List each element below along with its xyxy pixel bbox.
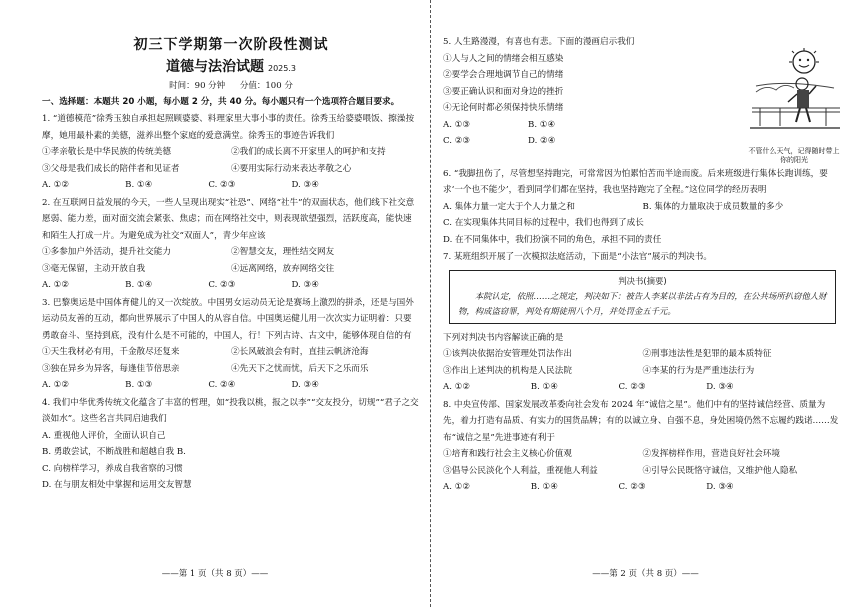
cartoon-figure — [746, 48, 842, 165]
statement-4: ④先天下之忧而忧，后天下之乐而乐 — [231, 363, 369, 374]
statement-3: ③要正确认识和面对身边的挫折 — [443, 86, 564, 97]
statement-2: ②要学会合理地调节自己的情绪 — [443, 70, 564, 80]
choice-a: A. ①② — [443, 382, 471, 392]
choice-b: B. ①④ — [528, 119, 556, 130]
statement-3: ③毫无保留，主动开放自我 — [42, 263, 146, 274]
choice-a: A. ①② — [42, 380, 70, 390]
answer-row — [443, 117, 613, 134]
choice-d: D. ③④ — [291, 180, 319, 190]
statement-1: ①多参加户外活动，提升社交能力 — [42, 247, 171, 257]
choice-c: C. ②④ — [208, 380, 236, 390]
statement-2: ②我们的成长离不开家里人的呵护和支持 — [231, 147, 386, 157]
option-row — [443, 346, 842, 363]
question-stem: 1. “道德模范”徐秀玉独自承担起照顾婆婆、料理家里大事小事的责任。徐秀玉给婆婆喂饭、擦澡按摩，她用最朴素的美德，滋养出整个家庭的爱意满堂。徐秀玉的事迹告诉我们 — [42, 114, 415, 141]
exam-time: 时间：90 分钟 — [169, 81, 226, 91]
option-row — [42, 144, 420, 161]
statement-3: ③独在异乡为异客，每逢佳节倍思亲 — [42, 363, 180, 374]
statement-4: ④远离网络，放弃网络交往 — [231, 263, 335, 274]
cartoon-caption: 不管什么天气，记得随时带上你的阳光 — [748, 146, 840, 164]
statement-4: ④无论何时都必须保持快乐情绪 — [443, 103, 564, 113]
exam-date: 2025.3 — [268, 64, 296, 73]
question-6 — [443, 166, 842, 249]
sunny-boy-cartoon-icon — [746, 48, 842, 140]
option-row — [42, 361, 420, 378]
option-row — [443, 199, 842, 216]
option-row — [42, 261, 420, 278]
choice-d: D. 在与朋友相处中掌握和运用交友智慧 — [42, 480, 192, 490]
choice-b: B. ①④ — [125, 280, 153, 290]
choice-a: A. 重视他人评价，全面认识自己 — [42, 430, 166, 441]
question-stem: 2. 在互联网日益发展的今天，一些人呈现出现实“社恐”、网络“社牛”的双面状态，他们线下社交意愿弱、能力差，面对面交流会紧张、焦虑；而在网络社交中，则表现欲望强烈，活跃度高，能快速和陌生人打成一片。为避免成为社交“双面人”，青少年应该 — [42, 197, 415, 241]
choice-b: B. ①③ — [125, 380, 153, 390]
choice-c: C. 在实现集体共同目标的过程中，我们也得到了成长 — [443, 218, 644, 228]
question-stem: 5. 人生路漫漫，有喜也有悲。下面的漫画启示我们 — [443, 37, 635, 47]
choice-d: D. 在不同集体中，我们扮演不同的角色，承担不同的责任 — [443, 234, 662, 245]
option-row — [443, 363, 842, 380]
question-stem: 4. 我们中华优秀传统文化蕴含了丰富的哲理，如“投我以桃，报之以李”“交友投分，切规”“君子之交淡如水”。这些名言共同启迪我们 — [42, 397, 419, 424]
question-7 — [443, 249, 842, 396]
choice-b: B. 勇敢尝试，不断战胜和超越自我 B. — [42, 447, 186, 457]
page-footer: ——第 1 页（共 8 页）—— — [161, 569, 269, 579]
choice-c: C. ②③ — [618, 382, 646, 392]
question-stem: 3. 巴黎奥运是中国体育健儿的又一次绽放。中国男女运动员无论是赛场上激烈的拼杀，还是与国外运动员友善的互动，都向世界展示了中国人的从容自信。中国奥运健儿用一次次实力证明着：只要勇敢奋斗、坚持到底，没有什么是不可能的，中国人，行！下列古诗、古文中，能够体现自信的有 — [42, 297, 414, 341]
option-row — [443, 446, 842, 463]
statement-1: ①人与人之间的情绪会相互感染 — [443, 53, 564, 64]
choice-a: A. ①② — [42, 180, 70, 190]
exam-score: 分值：100 分 — [239, 81, 293, 91]
answer-row — [42, 277, 420, 294]
statement-3: ③倡导公民淡化个人利益，重视他人利益 — [443, 465, 598, 476]
statement-1: ①培育和践行社会主义核心价值观 — [443, 449, 572, 459]
statement-2: ②刑事违法性是犯罪的最本质特征 — [642, 349, 772, 359]
answer-row — [443, 379, 842, 396]
question-stem: 7. 某班组织开展了一次模拟法庭活动，下面是“小法官”展示的判决书。 — [443, 252, 712, 262]
answer-row — [443, 479, 842, 496]
verdict-box — [449, 270, 836, 324]
statement-3: ③父母是我们成长的陪伴者和见证者 — [42, 163, 180, 174]
question-prompt: 下列对判决书内容解读正确的是 — [443, 332, 564, 343]
statement-1: ①天生我材必有用，千金散尽还复来 — [42, 347, 180, 357]
option-row — [42, 344, 420, 361]
choice-c: C. ②③ — [208, 280, 236, 290]
statement-1: ①孝亲敬长是中华民族的传统美德 — [42, 147, 171, 157]
statement-4: ④引导公民既恪守诚信，又维护他人隐私 — [642, 465, 798, 476]
statement-2: ②智慧交友，理性结交网友 — [231, 247, 335, 257]
choice-a: A. ①③ — [443, 119, 471, 130]
answer-row — [443, 133, 613, 150]
subject-title: 道德与法治试题 — [166, 59, 264, 75]
question-4 — [42, 395, 420, 494]
choice-a: A. ①② — [443, 482, 471, 492]
choice-c: C. ②③ — [208, 180, 236, 190]
choice-a: A. ①② — [42, 280, 70, 290]
statement-2: ②发挥榜样作用，营造良好社会环境 — [642, 449, 781, 459]
statement-2: ②长风破浪会有时，直挂云帆济沧海 — [231, 347, 369, 357]
page-footer: ——第 2 页（共 8 页）—— — [592, 569, 699, 579]
statement-4: ④要用实际行动来表达孝敬之心 — [231, 163, 352, 174]
choice-d: D. ③④ — [291, 380, 319, 390]
exam-meta — [42, 79, 420, 91]
verdict-body: 本院认定，依照……之规定，判决如下：被告人李某以非法占有为目的，在公共场所扒窃他人财物，构成盗窃罪，判处有期徒刑八个月，并处罚金五千元。 — [458, 290, 827, 316]
choice-b: B. ①④ — [530, 382, 558, 392]
answer-row — [42, 177, 420, 194]
choice-d: D. ③④ — [706, 382, 734, 392]
section-heading: 一、选择题：本题共 20 小题，每小题 2 分，共 40 分。每小题只有一个选项符合题目要求。 — [42, 97, 400, 107]
choice-d: D. ③④ — [291, 280, 319, 290]
option-row — [42, 244, 420, 261]
choice-c: C. ②③ — [443, 136, 471, 146]
choice-d: D. ②④ — [528, 136, 556, 146]
option-row — [443, 463, 842, 480]
exam-subtitle — [42, 56, 420, 76]
question-1 — [42, 111, 420, 194]
verdict-title: 判决书(摘要) — [618, 275, 667, 286]
question-stem: 8. 中央宣传部、国家发展改革委向社会发布 2024 年“诚信之星”。他们中有的坚持诚信经营、质量为先，着力打造有品质、有实力的国货品牌；有的以诚立身、自强不息，身处困境仍然不忘履约践诺……发布“诚信之星”先进事迹有利于 — [443, 399, 839, 443]
question-3 — [42, 295, 420, 394]
answer-row — [42, 377, 420, 394]
choice-b: B. ①④ — [530, 482, 558, 492]
question-stem: 6. “我脚扭伤了，尽管想坚持跑完，可常常因为怕累怕苦而半途而废。后来班级进行集体长跑训练，要求‘一个也不能少’，看到同学们都在坚持，我也坚持跑完了全程。”这位同学的经历表明 — [443, 168, 828, 195]
statement-1: ①该判决依据治安管理处罚法作出 — [443, 349, 572, 359]
choice-b: B. 集体的力量取决于成员数量的多少 — [642, 201, 784, 212]
option-row — [42, 161, 420, 178]
question-5-layout — [443, 34, 842, 165]
statement-4: ④李某的行为是严重违法行为 — [642, 365, 755, 376]
choice-c: C. 向榜样学习，养成自我省察的习惯 — [42, 463, 183, 474]
choice-c: C. ②③ — [618, 482, 646, 492]
right-page — [430, 0, 860, 607]
question-5-text — [443, 34, 746, 165]
choice-a: A. 集体力量一定大于个人力量之和 — [443, 201, 575, 212]
question-8 — [443, 397, 842, 496]
question-5 — [443, 34, 842, 165]
statement-3: ③作出上述判决的机构是人民法院 — [443, 365, 572, 376]
exam-title: 初三下学期第一次阶段性测试 — [133, 37, 329, 53]
question-2 — [42, 195, 420, 294]
choice-d: D. ③④ — [706, 482, 734, 492]
choice-b: B. ①④ — [125, 180, 153, 190]
